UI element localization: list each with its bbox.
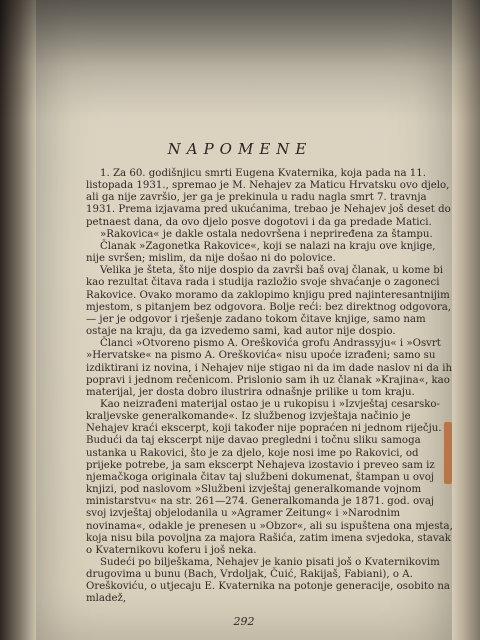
paragraph-3: Članak »Zagonetka Rakovice«, koji se nalazi na kraju ove knjige, nije svršen; mislim, da nije došao ni do polovice. xyxy=(86,240,436,265)
paragraph-5: Članci »Otvoreno pismo A. Oreškovića grofu Andrassyju« i »Osvrt »Hervatske« na pismo A. Oreškovića« nisu upoće izrađeni; samo su izdiktirani iz novina, i Nehajev nije stigao ni da im dade naslov ni da ih popravi i jednom rečenicom. Prislonio sam ih uz članak »Krajina«, kao materijal, jer dosta dobro ilustrira odnašnje prilike u tom kraju. xyxy=(86,338,453,398)
book-spine xyxy=(0,0,36,640)
paragraph-7: Sudeći po bilješkama, Nehajev je kanio pisati još o Kvaternikovim drugovima u bunu (Bach, Vrdoljak, Čuić, Rakijaš, Fabiani), o A. Oreškoviću, o utjecaju E. Kvaternika na potonje generacije, osobito na mladež, xyxy=(86,557,450,605)
paragraph-6: Kao neizrađeni materijal ostao je u rukopisu i »Izvještaj cesarsko-kraljevske generalkomande«. Iz službenog izvještaja načinio je Nehajev kraći ekscerpt, koji također nije popraćen ni jednom riječju. Budući da taj ekscerpt nije davao pregledni i točnu sliku samoga ustanka u Rakovici, što je za djelo, koje nosi ime po Rakovici, od prijeke potrebe, ja sam ekscerpt Nehajeva izostavio i preveo sam iz njemačkoga originala čitav taj službeni dokumenat, štampan u ovoj knjizi, pod naslovom »Službeni izvještaj generalkomande vojnom ministarstvu« na str. 261—274. Generalkomanda je 1871. god. ovaj svoj izvještaj objelodanila u »Agramer Zeitung« i »Narodnim novinama«, odakle je prenesen u »Obzor«, ali su ispuštena ona mjesta, koja nisu bila povoljna za majora Rašića, zatim imena svjedoka, stavak o Kvaternikovu koferu i još neka. xyxy=(86,398,453,556)
paragraph-4: Velika je šteta, što nije dospio da završi baš ovaj članak, u kome bi kao rezultat čitava rada i studija razložio svoje shvaćanje o zagoneci Rakovice. Ovako moramo da zaklopimo knjigu pred najinteresantnijim mjestom, s pitanjem bez odgovora. Bolje reći: bez direktnog odgovora, — jer je odgovor i rješenje zadano tokom čitave knjige, samo nam ostaje na kraju, da ga izvedemo sami, kad autor nije dospio. xyxy=(86,265,452,338)
page-body xyxy=(86,168,456,606)
paragraph-2: »Rakovica« je dakle ostala nedovršena i neprirеđena za štampu. xyxy=(100,228,433,240)
page-heading: NAPOMENE xyxy=(167,140,313,158)
page-number: 292 xyxy=(233,615,255,628)
paragraph-1: 1. Za 60. godišnjicu smrti Eugena Kvaternika, koja pada na 11. listopada 1931., spremao je M. Nehajev za Maticu Hrvatsku ovo djelo, ali ga nije završio, jer ga je prekinula u radu nagla smrt 7. travnja 1931. Prema izjavama pred ukućanima, trebao je Nehajev još deset do petnaest dana, da ovo djelo posve dogotovi i da ga predade Matici. xyxy=(86,168,451,228)
page-edge xyxy=(452,0,480,640)
